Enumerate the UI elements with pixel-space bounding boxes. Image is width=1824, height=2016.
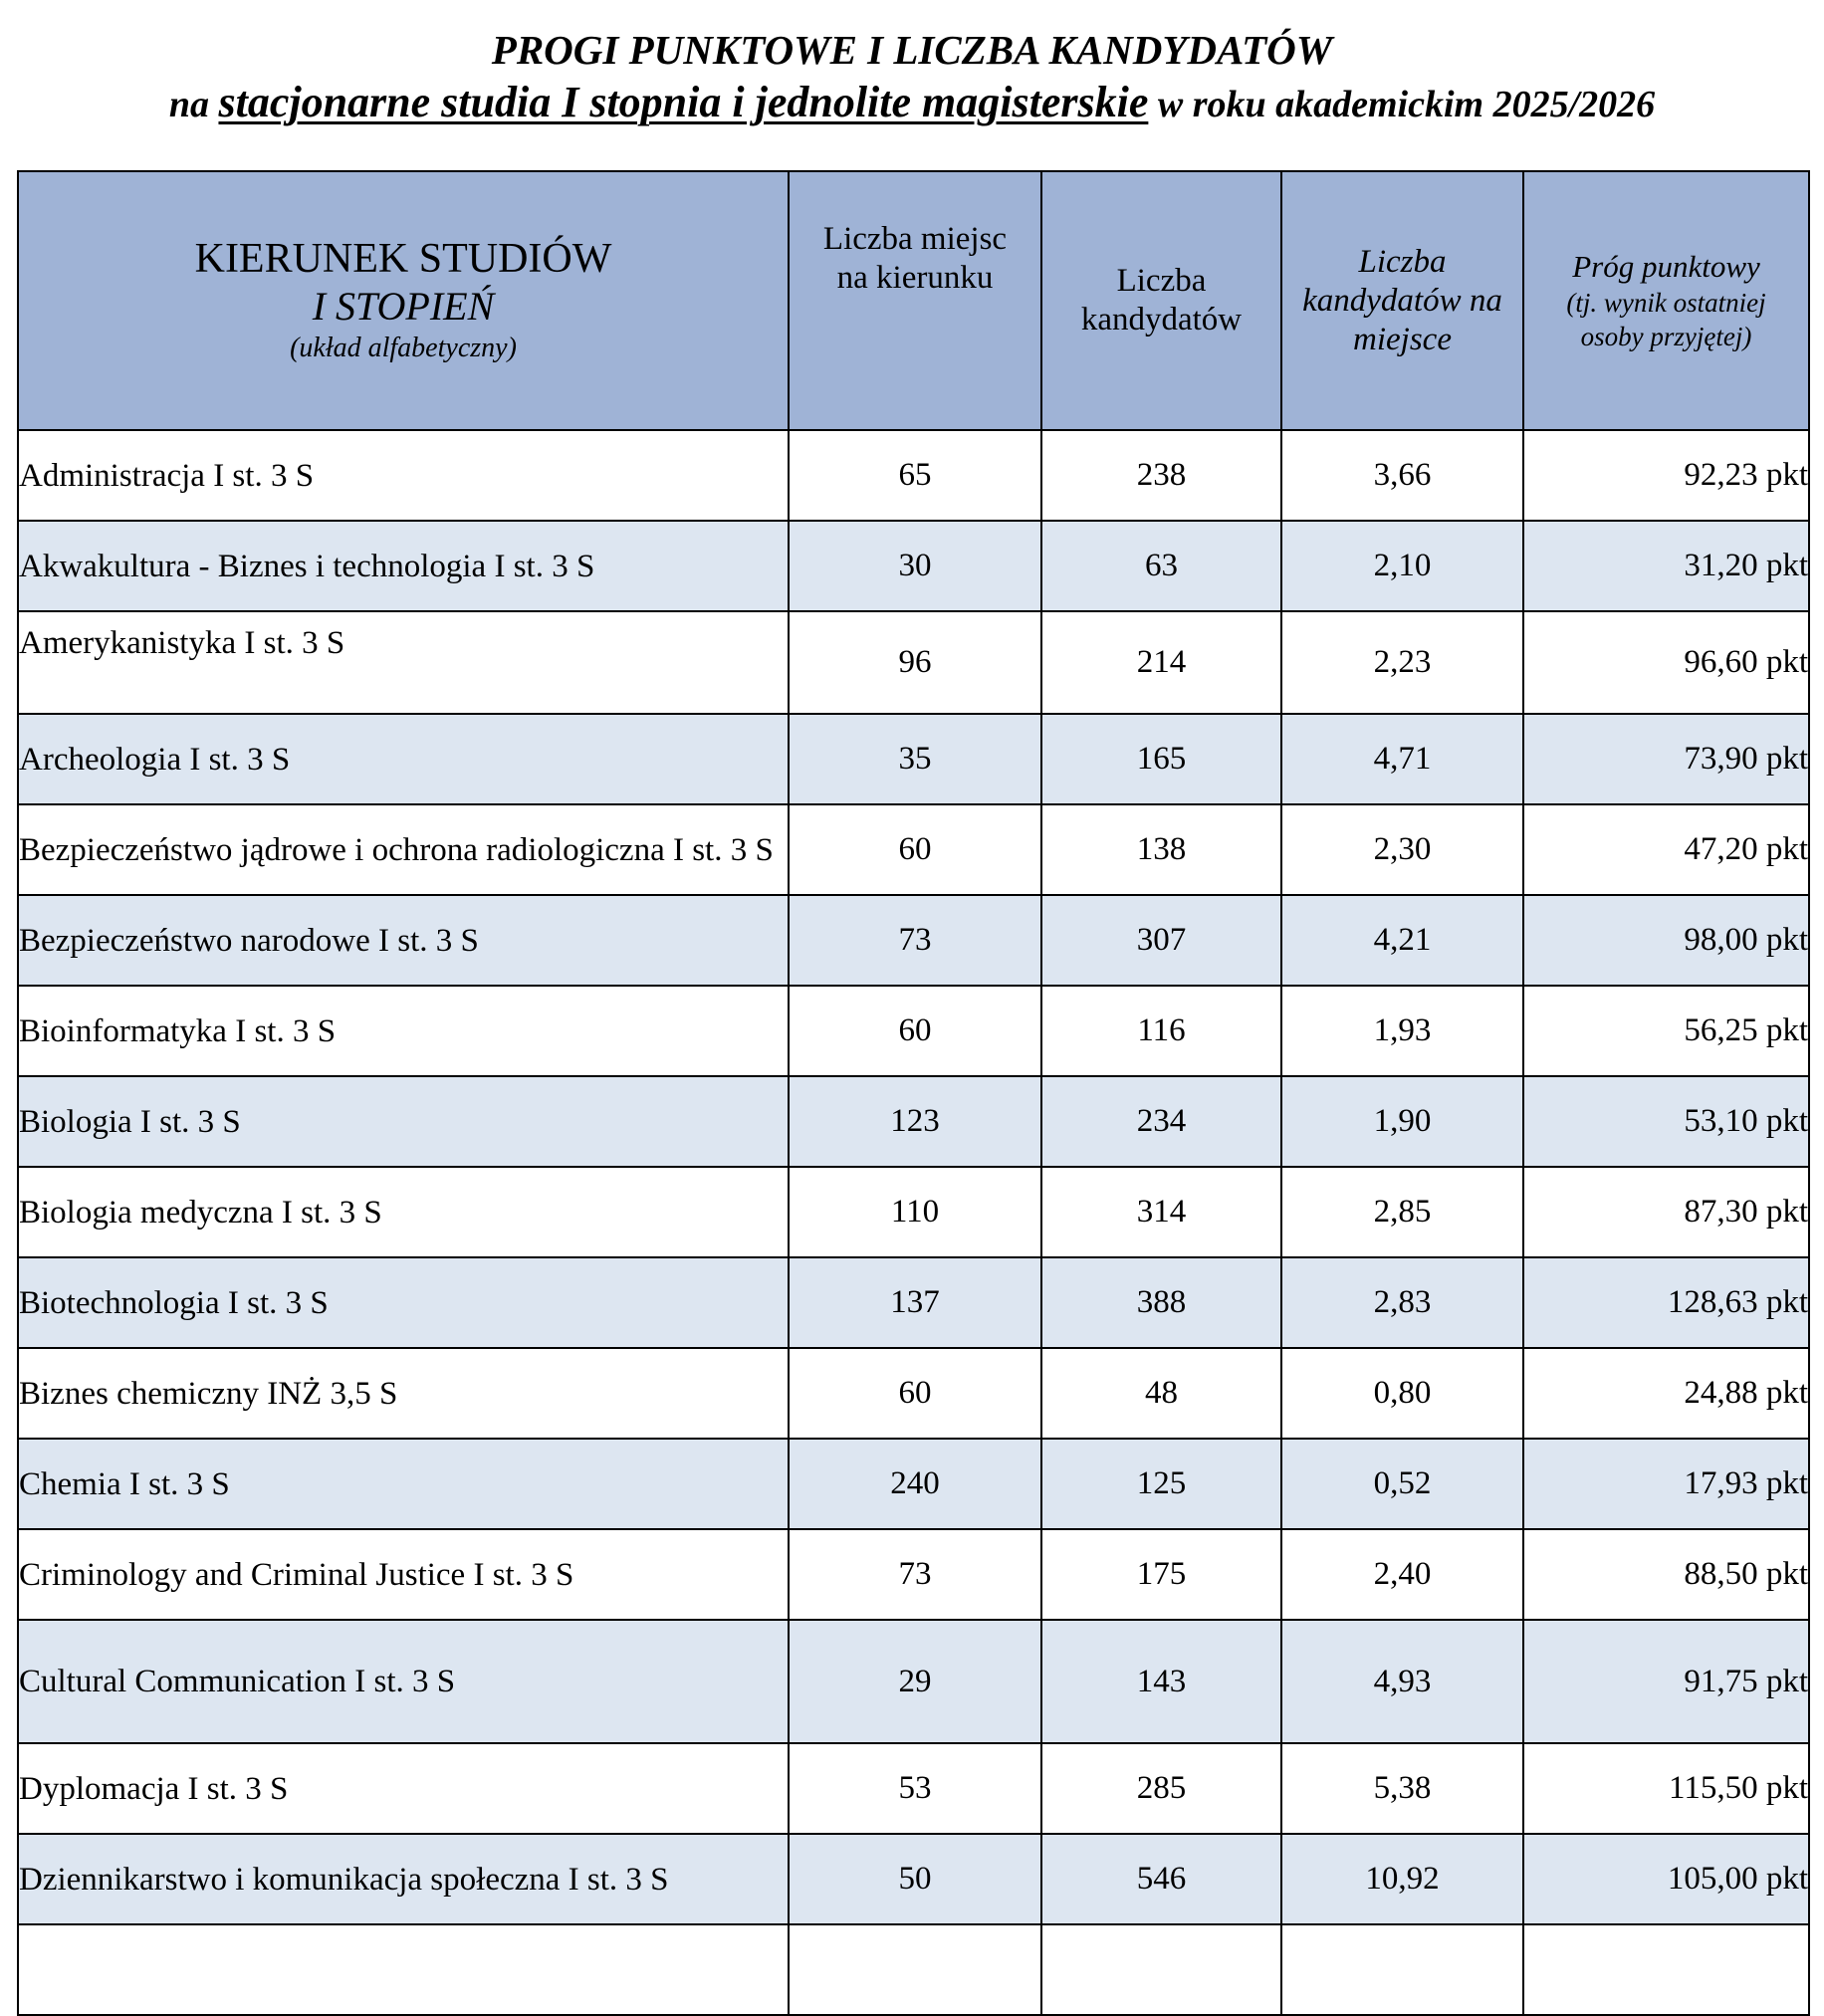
table-row: [18, 1529, 1809, 1620]
ratio-cell: 4,93: [1281, 1620, 1523, 1743]
places-cell: 240: [789, 1439, 1041, 1529]
threshold-cell: 91,75 pkt: [1523, 1620, 1809, 1743]
places-cell: 73: [789, 895, 1041, 986]
header-field-line2: I STOPIEŃ: [312, 284, 495, 329]
places-cell: 35: [789, 714, 1041, 804]
threshold-cell: 96,60 pkt: [1523, 611, 1809, 714]
field-name: Biologia medyczna I st. 3 S: [18, 1167, 789, 1257]
subtitle-prefix: na: [168, 84, 219, 125]
places-cell: 73: [789, 1529, 1041, 1620]
places-cell: 29: [789, 1620, 1041, 1743]
places-cell: 60: [789, 804, 1041, 895]
table-row: [18, 521, 1809, 611]
table-row: [18, 1439, 1809, 1529]
table-row: [18, 1076, 1809, 1167]
field-name: Akwakultura - Biznes i technologia I st. 3 S: [18, 521, 789, 611]
thresholds-table: [17, 170, 1810, 2016]
table-row: [18, 1167, 1809, 1257]
candidates-cell: 165: [1041, 714, 1281, 804]
threshold-cell: 115,50 pkt: [1523, 1743, 1809, 1834]
table-row: [18, 1620, 1809, 1743]
candidates-cell: 314: [1041, 1167, 1281, 1257]
threshold-cell: 98,00 pkt: [1523, 895, 1809, 986]
ratio-cell: 4,71: [1281, 714, 1523, 804]
header-row: [18, 171, 1809, 430]
ratio-cell: 4,21: [1281, 895, 1523, 986]
table-row: [18, 804, 1809, 895]
ratio-cell: 2,83: [1281, 1257, 1523, 1348]
candidates-cell: 143: [1041, 1620, 1281, 1743]
field-name: Dyplomacja I st. 3 S: [18, 1743, 789, 1834]
table-row-partial: [18, 1924, 1809, 2015]
header-candidates: [1041, 171, 1281, 430]
places-cell: 137: [789, 1257, 1041, 1348]
field-name: Archeologia I st. 3 S: [18, 714, 789, 804]
threshold-cell: 24,88 pkt: [1523, 1348, 1809, 1439]
places-cell: 96: [789, 611, 1041, 714]
header-ratio-line3: miejsce: [1353, 321, 1452, 357]
ratio-cell: 2,23: [1281, 611, 1523, 714]
candidates-cell: 214: [1041, 611, 1281, 714]
header-ratio-line2: kandydatów na: [1302, 282, 1502, 319]
field-name: Bezpieczeństwo jądrowe i ochrona radiologiczna I st. 3 S: [18, 804, 789, 895]
field-name: Bezpieczeństwo narodowe I st. 3 S: [18, 895, 789, 986]
header-threshold: [1523, 171, 1809, 430]
threshold-cell: 105,00 pkt: [1523, 1834, 1809, 1924]
header-field-of-study: [18, 171, 789, 430]
header-places-line2: na kierunku: [836, 260, 994, 296]
ratio-cell: 1,93: [1281, 986, 1523, 1076]
header-candidates-line1: Liczba: [1116, 263, 1207, 299]
field-name: Criminology and Criminal Justice I st. 3 S: [18, 1529, 789, 1620]
table-row: [18, 986, 1809, 1076]
ratio-cell: 2,10: [1281, 521, 1523, 611]
threshold-cell: 128,63 pkt: [1523, 1257, 1809, 1348]
field-name: Biotechnologia I st. 3 S: [18, 1257, 789, 1348]
header-threshold-line1: Próg punktowy: [1572, 249, 1760, 284]
candidates-cell: 63: [1041, 521, 1281, 611]
ratio-cell: 0,52: [1281, 1439, 1523, 1529]
document-title: PROGI PUNKTOWE I LICZBA KANDYDATÓW: [491, 27, 1333, 73]
header-field-line3: (układ alfabetyczny): [290, 333, 517, 363]
threshold-cell: 17,93 pkt: [1523, 1439, 1809, 1529]
ratio-cell: 3,66: [1281, 430, 1523, 521]
places-cell: 60: [789, 986, 1041, 1076]
candidates-cell: 48: [1041, 1348, 1281, 1439]
places-cell: 60: [789, 1348, 1041, 1439]
header-places: [789, 171, 1041, 430]
field-name: Amerykanistyka I st. 3 S: [18, 611, 789, 714]
table-row: [18, 895, 1809, 986]
subtitle-suffix: w roku akademickim 2025/2026: [1148, 84, 1656, 125]
field-name: Biznes chemiczny INŻ 3,5 S: [18, 1348, 789, 1439]
field-name: Administracja I st. 3 S: [18, 430, 789, 521]
places-cell: 53: [789, 1743, 1041, 1834]
ratio-cell: 10,92: [1281, 1834, 1523, 1924]
candidates-cell: 175: [1041, 1529, 1281, 1620]
subtitle-emphasis: stacjonarne studia I stopnia i jednolite magisterskie: [218, 78, 1149, 126]
candidates-cell: 388: [1041, 1257, 1281, 1348]
header-field-line1: KIERUNEK STUDIÓW: [194, 236, 612, 282]
candidates-cell: 138: [1041, 804, 1281, 895]
header-threshold-line2: (tj. wynik ostatniej: [1566, 288, 1766, 318]
threshold-cell: 53,10 pkt: [1523, 1076, 1809, 1167]
candidates-cell: 285: [1041, 1743, 1281, 1834]
header-places-line1: Liczba miejsc: [822, 221, 1008, 257]
table-row: [18, 1257, 1809, 1348]
places-cell: 30: [789, 521, 1041, 611]
places-cell: 50: [789, 1834, 1041, 1924]
ratio-cell: 2,85: [1281, 1167, 1523, 1257]
ratio-cell: 0,80: [1281, 1348, 1523, 1439]
threshold-cell: 56,25 pkt: [1523, 986, 1809, 1076]
header-ratio: [1281, 171, 1523, 430]
places-cell: 123: [789, 1076, 1041, 1167]
header-ratio-line1: Liczba: [1358, 243, 1447, 280]
field-name: Dziennikarstwo i komunikacja społeczna I st. 3 S: [18, 1834, 789, 1924]
candidates-cell: 546: [1041, 1834, 1281, 1924]
header-threshold-line3: osoby przyjętej): [1580, 322, 1752, 351]
threshold-cell: 88,50 pkt: [1523, 1529, 1809, 1620]
table-row: [18, 1834, 1809, 1924]
ratio-cell: 2,40: [1281, 1529, 1523, 1620]
table-row: [18, 430, 1809, 521]
candidates-cell: 125: [1041, 1439, 1281, 1529]
threshold-cell: 31,20 pkt: [1523, 521, 1809, 611]
candidates-cell: 116: [1041, 986, 1281, 1076]
places-cell: 65: [789, 430, 1041, 521]
candidates-cell: 238: [1041, 430, 1281, 521]
table-row: [18, 1743, 1809, 1834]
candidates-cell: 307: [1041, 895, 1281, 986]
threshold-cell: 87,30 pkt: [1523, 1167, 1809, 1257]
ratio-cell: 2,30: [1281, 804, 1523, 895]
table-row: [18, 611, 1809, 714]
table-row: [18, 714, 1809, 804]
places-cell: 110: [789, 1167, 1041, 1257]
header-candidates-line2: kandydatów: [1080, 302, 1243, 337]
field-name: Cultural Communication I st. 3 S: [18, 1620, 789, 1743]
threshold-cell: 47,20 pkt: [1523, 804, 1809, 895]
threshold-cell: 73,90 pkt: [1523, 714, 1809, 804]
ratio-cell: 1,90: [1281, 1076, 1523, 1167]
field-name: Bioinformatyka I st. 3 S: [18, 986, 789, 1076]
ratio-cell: 5,38: [1281, 1743, 1523, 1834]
table-row: [18, 1348, 1809, 1439]
field-name: Chemia I st. 3 S: [18, 1439, 789, 1529]
threshold-cell: 92,23 pkt: [1523, 430, 1809, 521]
document-subtitle: [0, 77, 1824, 127]
candidates-cell: 234: [1041, 1076, 1281, 1167]
field-name: Biologia I st. 3 S: [18, 1076, 789, 1167]
